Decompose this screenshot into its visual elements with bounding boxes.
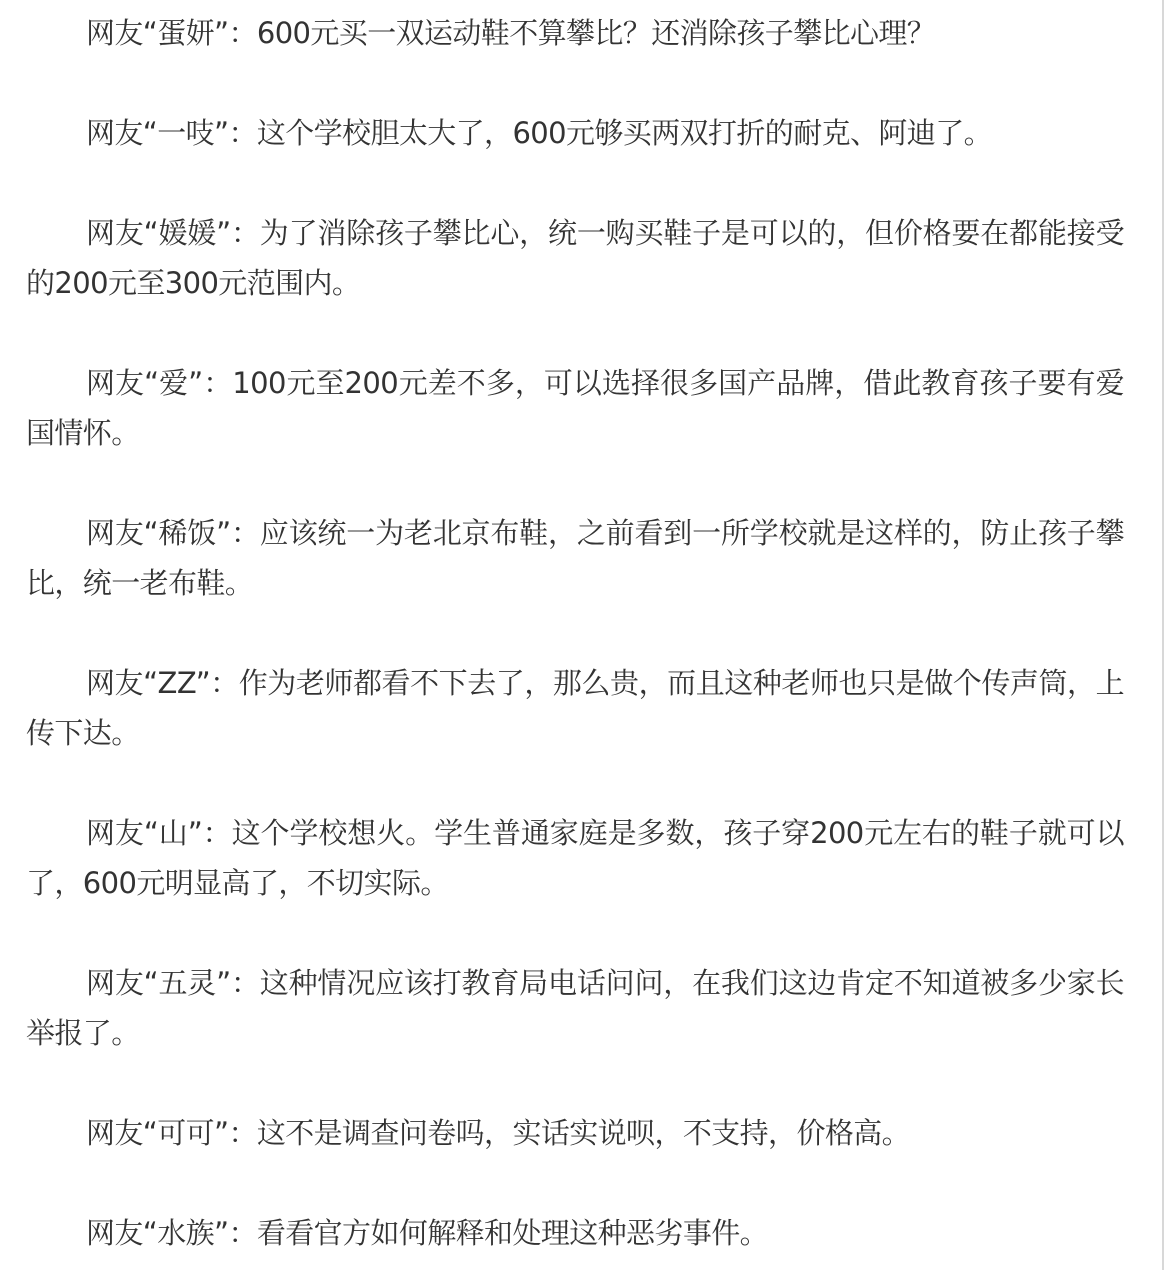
comment-paragraph: 网友“媛媛”：为了消除孩子攀比心，统一购买鞋子是可以的，但价格要在都能接受的200元至300元范围内。 — [26, 216, 1124, 300]
comment-paragraph: 网友“ZZ”：作为老师都看不下去了，那么贵，而且这种老师也只是做个传声筒，上传下达。 — [26, 666, 1124, 750]
comment-paragraph: 网友“五灵”：这种情况应该打教育局电话问问，在我们这边肯定不知道被多少家长举报了。 — [26, 966, 1124, 1050]
comment-paragraph: 网友“一吱”：这个学校胆太大了，600元够买两双打折的耐克、阿迪了。 — [86, 116, 993, 150]
comment-paragraph: 网友“稀饭”：应该统一为老北京布鞋，之前看到一所学校就是这样的，防止孩子攀比，统一老布鞋。 — [26, 516, 1124, 600]
comment-paragraph: 网友“山”：这个学校想火。学生普通家庭是多数，孩子穿200元左右的鞋子就可以了，600元明显高了，不切实际。 — [26, 816, 1124, 900]
comment-paragraph: 网友“水族”：看看官方如何解释和处理这种恶劣事件。 — [86, 1216, 769, 1250]
comment-paragraph: 网友“可可”：这不是调查问卷吗，实话实说呗，不支持，价格高。 — [86, 1116, 911, 1150]
comment-paragraph: 网友“蛋妍”：600元买一双运动鞋不算攀比？还消除孩子攀比心理？ — [86, 16, 936, 50]
comment-paragraph: 网友“爱”：100元至200元差不多，可以选择很多国产品牌，借此教育孩子要有爱国情怀。 — [26, 366, 1124, 450]
